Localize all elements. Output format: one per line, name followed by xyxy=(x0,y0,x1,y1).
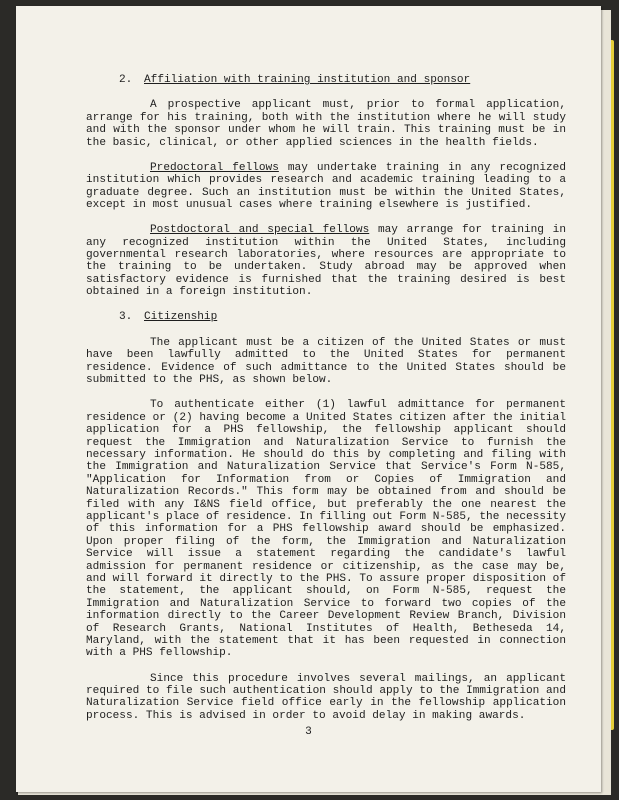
page-number: 3 xyxy=(305,726,312,738)
paragraph: A prospective applicant must, prior to formal application, arrange for his training, both with the institution where he will study and with the sponsor under whom he will train. This training must be in the basic, clinical, or other applied sciences in the health fields. xyxy=(86,99,566,149)
underlined-term: Postdoctoral and special fellows xyxy=(150,224,370,237)
section-3-heading xyxy=(86,311,566,323)
paragraph xyxy=(86,224,566,298)
underlined-term: Predoctoral fellows xyxy=(150,161,279,174)
section-number: 2. xyxy=(119,74,133,86)
section-title: Affiliation with training institution and sponsor xyxy=(144,74,471,86)
paragraph: The applicant must be a citizen of the United States or must have been lawfully admitted to the United States for permanent residence. Evidence of such admittance to the United States should be submitted to the PHS, as shown below. xyxy=(86,336,566,387)
paragraph-text: may arrange for training in any recognized institution within the United States, including governmental research laboratories, where resources are appropriate to the training to be undertaken. Study abroad may be approved when satisfactory evidence is furnished that the training desired is best obtained in a foreign institution. xyxy=(86,224,566,299)
paragraph: To authenticate either (1) lawful admittance for permanent residence or (2) having become a United States citizen after the initial application for a PHS fellowship, the fellowship applicant should request the Immigration and Naturalization Service to furnish the necessary information. He should do this by completing and filing with the Immigration and Naturalization Service that Service's Form N-585, "Application for Information from or Copies of Immigration and Naturalization Records." This form may be obtained from and should be filed with any I&NS field office, but preferably the one nearest the applicant's place of residence. In filling out Form N-585, the necessity of this information for a PHS fellowship award should be emphasized. Upon proper filing of the form, the Immigration and Naturalization Service will issue a statement regarding the candidate's lawful admission for permanent residence or citizenship, as the case may be, and will forward it directly to the PHS. To assure proper disposition of the statement, the applicant should, on Form N-585, request the Immigration and Naturalization Service to forward two copies of the information directly to the Career Development Review Branch, Division of Research Grants, National Institutes of Health, Betheseda 14, Maryland, with the statement that it has been requested in connection with a PHS fellowship. xyxy=(86,399,566,660)
section-2-heading xyxy=(86,74,566,86)
section-title: Citizenship xyxy=(144,311,218,324)
paragraph xyxy=(86,162,566,212)
page-body xyxy=(86,74,566,735)
document-page xyxy=(16,6,601,792)
paragraph-text: may undertake training in any recognized institution which provides research and academic training leading to a graduate degree. Such an institution must be within the United States, except in most unusual cases where training elsewhere is justified. xyxy=(86,161,566,212)
paragraph: Since this procedure involves several mailings, an applicant required to file such authentication should apply to the Immigration and Naturalization Service field office early in the fellowship application process. This is advised in order to avoid delay in making awards. xyxy=(86,672,566,722)
section-number: 3. xyxy=(119,311,133,324)
